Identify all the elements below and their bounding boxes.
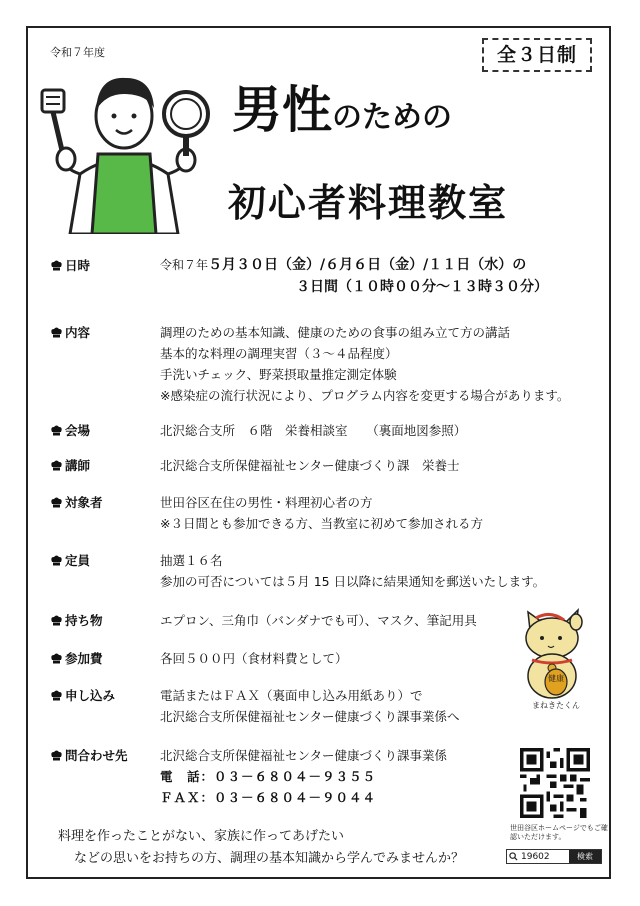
chef-hat-icon xyxy=(50,653,63,664)
instructor-label: 講師 xyxy=(50,455,150,476)
chef-hat-icon xyxy=(50,327,63,338)
date-line2: ３日間（１０時００分～１３時３０分） xyxy=(296,279,548,295)
chef-hat-icon xyxy=(50,260,63,271)
date-label: 日時 xyxy=(50,255,150,276)
date-value xyxy=(160,255,526,276)
footer-line-2: などの思いをお持ちの方、調理の基本知識から学んでみませんか？ xyxy=(74,851,465,866)
maneki-cat-illustration xyxy=(520,608,586,700)
three-day-badge: 全３日制 xyxy=(482,38,592,72)
chef-hat-icon xyxy=(50,460,63,471)
capacity-lines xyxy=(160,550,545,592)
contact-line: 北沢総合支所保健福祉センター健康づくり課事業係 xyxy=(160,748,448,763)
apply-label: 申し込み xyxy=(50,685,150,706)
target-line: 世田谷区在住の男性・料理初心者の方 xyxy=(160,495,373,510)
fiscal-year: 令和７年度 xyxy=(50,46,105,59)
footer-message xyxy=(58,826,464,870)
venue-label: 会場 xyxy=(50,420,150,441)
footer-line-1: 料理を作ったことがない、家族に作ってあげたい xyxy=(58,829,345,844)
target-line: ※３日間とも参加できる方、当教室に初めて参加される方 xyxy=(160,516,483,531)
capacity-line: 抽選１６名 xyxy=(160,553,223,568)
contact-lines xyxy=(160,745,447,808)
chef-hat-icon xyxy=(50,425,63,436)
contact-label: 問合わせ先 xyxy=(50,745,150,766)
target-label: 対象者 xyxy=(50,492,150,513)
search-icon xyxy=(509,852,518,861)
fee-value: 各回５００円（食材料費として） xyxy=(160,651,348,666)
search-button[interactable]: 検索 xyxy=(569,850,601,863)
apply-lines xyxy=(160,685,460,727)
search-value: 19602 xyxy=(521,851,550,862)
chef-hat-icon xyxy=(50,497,63,508)
content-line: 基本的な料理の調理実習（３～４品程度） xyxy=(160,346,398,361)
homepage-note: 世田谷区ホームページでもご確認いただけます。 xyxy=(510,824,608,841)
mascot-text: 健康 xyxy=(548,674,564,683)
contact-fax: ＦＡＸ：０３－６８０４－９０４４ xyxy=(160,790,377,805)
bring-label: 持ち物 xyxy=(50,610,150,631)
capacity-label: 定員 xyxy=(50,550,150,571)
date-era-prefix: 令和７年 xyxy=(160,258,209,272)
content-line: 手洗いチェック、野菜摂取量推定測定体験 xyxy=(160,367,397,382)
capacity-line: 参加の可否については５月 15 日以降に結果通知を郵送いたします。 xyxy=(160,574,546,589)
search-input[interactable] xyxy=(507,850,569,863)
search-box[interactable] xyxy=(506,849,602,864)
title-line-1 xyxy=(232,70,452,142)
mascot-name: まねきたくん xyxy=(532,701,580,710)
instructor-value: 北沢総合支所保健福祉センター健康づくり課 栄養士 xyxy=(160,458,460,473)
title-big: 男性 xyxy=(232,81,332,139)
title-line-2: 初心者料理教室 xyxy=(228,181,509,225)
fee-label: 参加費 xyxy=(50,648,150,669)
qr-code[interactable] xyxy=(520,748,590,818)
chef-hat-icon xyxy=(50,615,63,626)
chef-illustration xyxy=(28,64,228,234)
chef-hat-icon xyxy=(50,555,63,566)
apply-line: 北沢総合支所保健福祉センター健康づくり課事業係へ xyxy=(160,709,460,724)
date-main: ５月３０日（金）/６月６日（金）/１１日（水）の xyxy=(208,257,527,273)
content-label: 内容 xyxy=(50,322,150,343)
content-line: ※感染症の流行状況により、プログラム内容を変更する場合があります。 xyxy=(160,388,570,403)
chef-hat-icon xyxy=(50,690,63,701)
bring-value: エプロン、三角巾（バンダナでも可）、マスク、筆記用具 xyxy=(160,613,477,628)
target-lines xyxy=(160,492,483,534)
content-line: 調理のための基本知識、健康のための食事の組み立て方の講話 xyxy=(160,325,511,340)
content-lines xyxy=(160,322,569,406)
title-small: のための xyxy=(332,100,452,135)
chef-hat-icon xyxy=(50,750,63,761)
apply-line: 電話またはＦＡＸ（裏面申し込み用紙あり）で xyxy=(160,688,423,703)
contact-phone: 電 話：０３－６８０４－９３５５ xyxy=(160,769,377,784)
venue-value: 北沢総合支所 ６階 栄養相談室 （裏面地図参照） xyxy=(160,423,467,438)
